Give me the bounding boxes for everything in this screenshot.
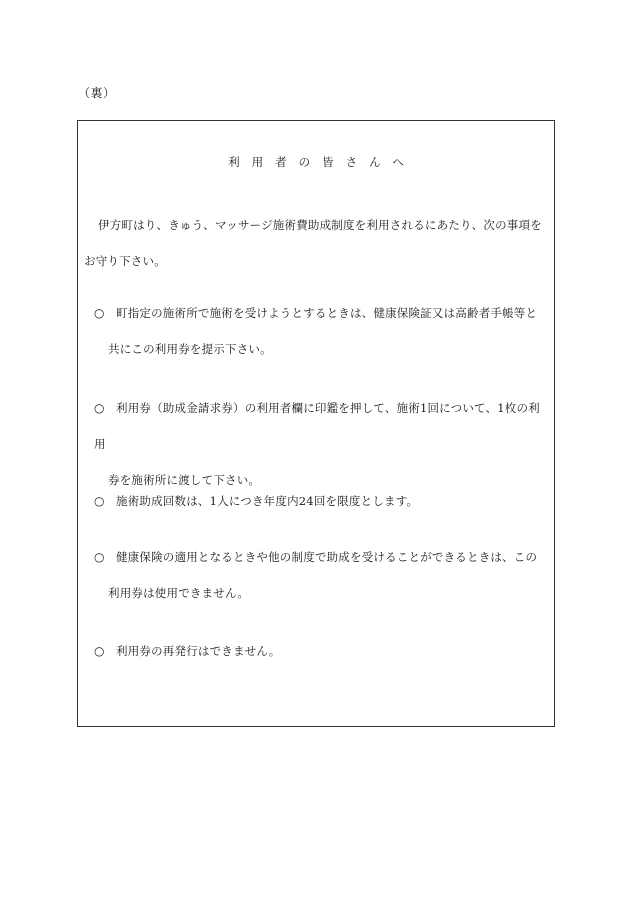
circle-bullet-icon: ○	[94, 644, 105, 658]
rule-item-2-line-1: 利用券（助成金請求券）の利用者欄に印鑑を押して、施術1回について、1枚の利用	[94, 401, 540, 451]
rule-item-4	[94, 539, 550, 611]
rule-item-1-line-1: 町指定の施術所で施術を受けようとするときは、健康保険証又は高齢者手帳等と	[116, 306, 538, 320]
rule-item-2	[94, 390, 550, 498]
circle-bullet-icon: ○	[94, 494, 105, 508]
circle-bullet-icon: ○	[94, 550, 105, 564]
notice-title: 利用者の皆さんへ	[228, 155, 416, 169]
page-side-label: （裏）	[78, 86, 116, 100]
notice-box	[77, 120, 555, 727]
intro-line-1: 伊方町はり、きゅう、マッサージ施術費助成制度を利用されるにあたり、次の事項を	[98, 218, 542, 232]
circle-bullet-icon: ○	[94, 401, 105, 415]
rule-item-4-line-1: 健康保険の適用となるときや他の制度で助成を受けることができるときは、この	[116, 550, 538, 564]
intro-paragraph	[84, 207, 550, 279]
rule-item-3-line-1: 施術助成回数は、1人につき年度内24回を限度とします。	[116, 494, 419, 508]
rule-item-1	[94, 295, 550, 367]
rule-item-1-line-2: 共にこの利用券を提示下さい。	[108, 342, 272, 356]
rule-item-5	[94, 633, 550, 669]
rule-item-2-line-2: 券を施術所に渡して下さい。	[108, 473, 261, 487]
circle-bullet-icon: ○	[94, 306, 105, 320]
intro-line-2: お守り下さい。	[84, 254, 166, 268]
rule-item-4-line-2: 利用券は使用できません。	[108, 586, 250, 600]
rule-item-5-line-1: 利用券の再発行はできません。	[116, 644, 281, 658]
rule-item-3	[94, 483, 550, 519]
